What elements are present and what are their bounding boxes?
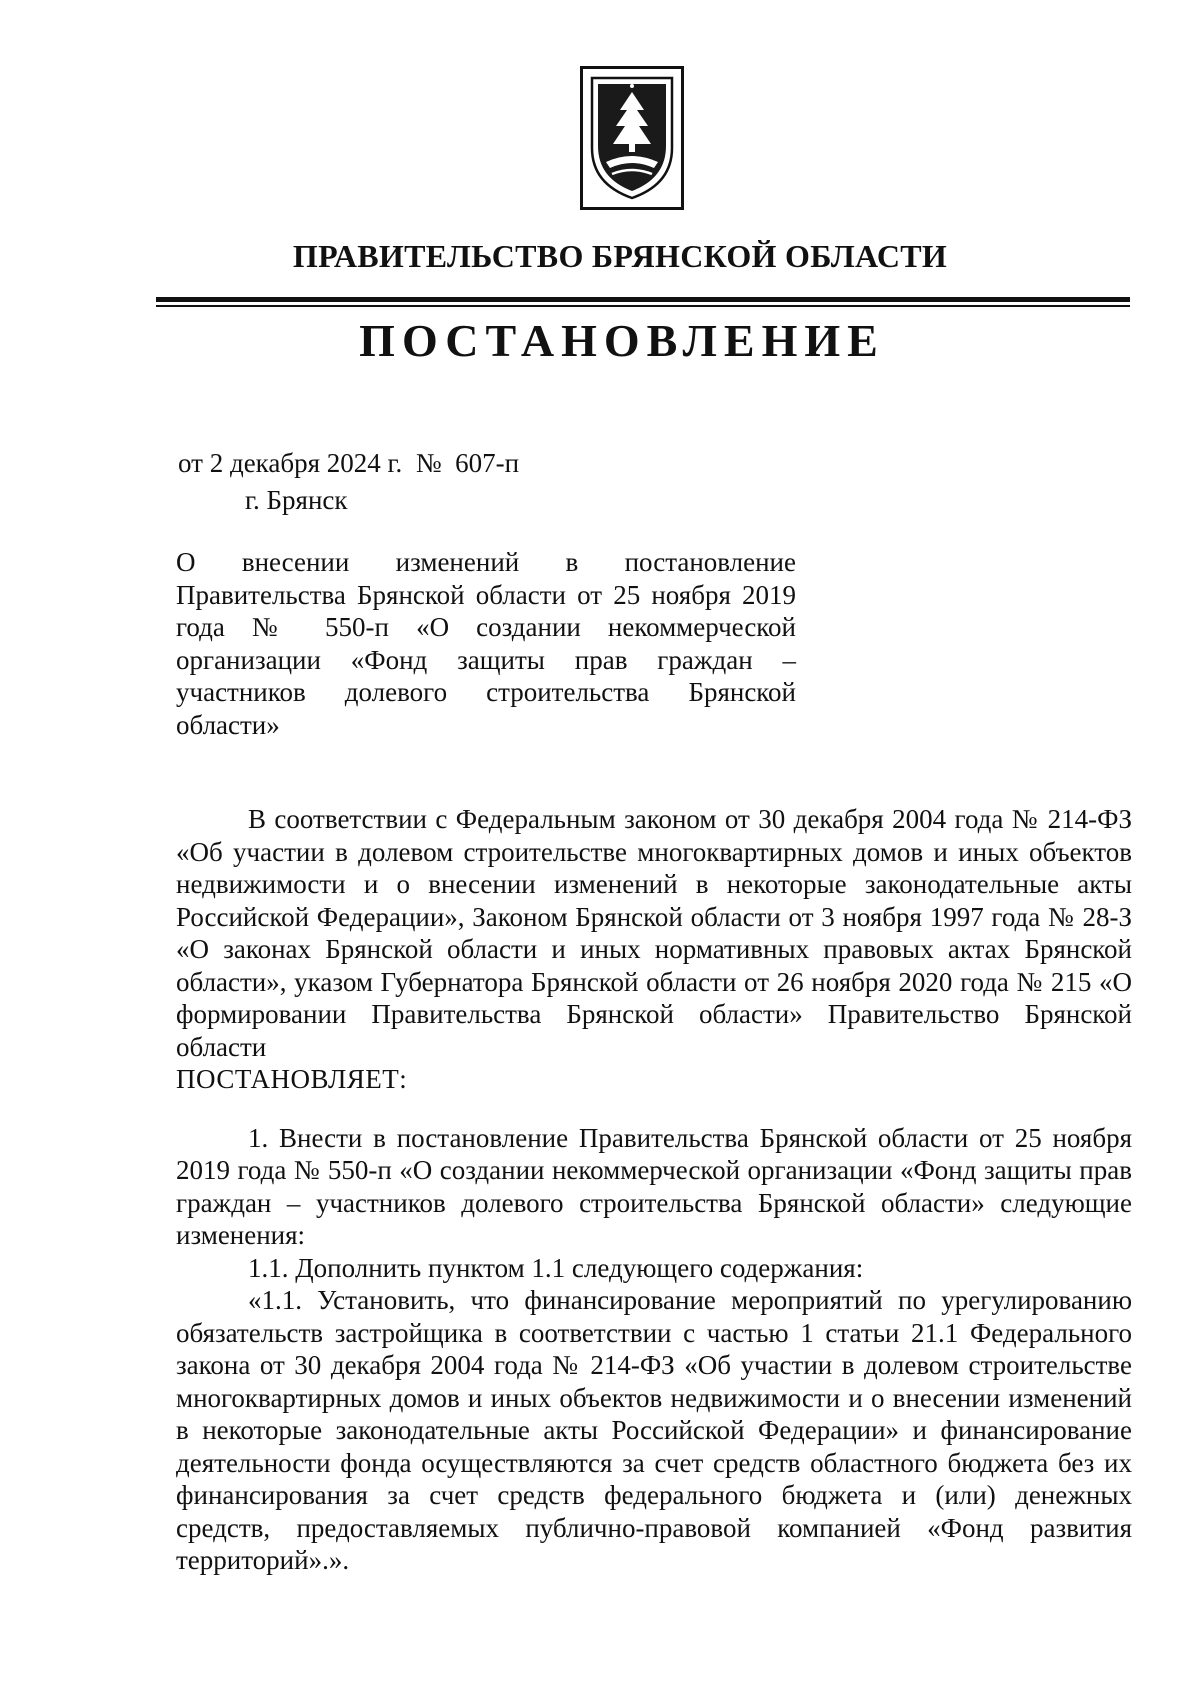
preamble-paragraph: В соответствии с Федеральным законом от 30 декабря 2004 года № 214-ФЗ «Об участии в долевом строительстве многоквартирных домов и иных объектов недвижимости и о внесении изменений в некоторые законодательные акты Российской Федерации», Законом Брянской области от 3 ноября 1997 года № 28-З «О законах Брянской области и иных нормативных правовых актах Брянской области», указом Губернатора Брянской области от 26 ноября 2020 года № 215 «О формировании Правительства Брянской области» Правительство Брянской области: [176, 804, 1132, 1062]
date-number-line: [178, 448, 519, 479]
item-1-1-text-paragraph: «1.1. Установить, что финансирование мероприятий по урегулированию обязательств застройщика в соответствии с частью 1 статьи 21.1 Федерального закона от 30 декабря 2004 года № 214-ФЗ «Об участии в долевом строительстве многоквартирных домов и иных объектов недвижимости и о внесении изменений в некоторые законодательные акты Российской Федерации» и финансирование деятельности фонда осуществляются за счет средств областного бюджета без их финансирования за счет средств федерального бюджета и (или) денежных средств, предоставляемых публично-правовой компанией «Фонд развития территорий».».: [176, 1285, 1132, 1575]
header-divider-thick: [156, 297, 1130, 302]
document-date: 2 декабря 2024 г.: [209, 448, 403, 478]
date-prefix: от: [178, 448, 203, 478]
document-type-title: ПОСТАНОВЛЕНИЕ: [359, 315, 885, 366]
document-city: г. Брянск: [245, 485, 348, 515]
number-sign: №: [415, 448, 442, 478]
document-subject: О внесении изменений в постановление Правительства Брянской области от 25 ноября 2019 года № 550-п «О создании некоммерческой организации «Фонд защиты прав граждан – участников долевого строительства Брянской области»: [176, 547, 796, 740]
item-1-paragraph: 1. Внести в постановление Правительства Брянской области от 25 ноября 2019 года № 550-п «О создании некоммерческой организации «Фонд защиты прав граждан – участников долевого строительства Брянской области» следующие изменения:: [176, 1122, 1132, 1250]
bryansk-coat-of-arms-icon: [580, 66, 684, 210]
document-body: [176, 803, 1132, 1577]
header-divider-thin: [156, 305, 1130, 307]
item-1-1-paragraph: 1.1. Дополнить пунктом 1.1 следующего содержания:: [248, 1252, 864, 1283]
organization-title: ПРАВИТЕЛЬСТВО БРЯНСКОЙ ОБЛАСТИ: [292, 238, 948, 274]
document-number: 607-п: [455, 448, 520, 478]
decree-word: ПОСТАНОВЛЯЕТ:: [176, 1064, 408, 1094]
